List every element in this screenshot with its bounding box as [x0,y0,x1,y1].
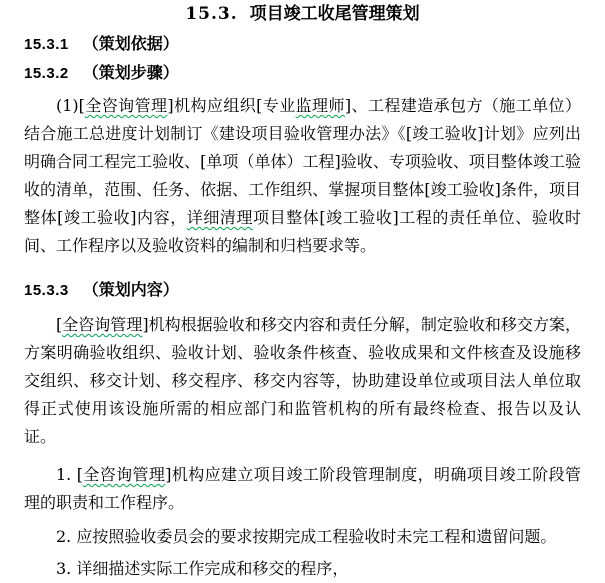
grammar-marked-text: 详细清理 [186,208,254,227]
grammar-marked-text: 全咨询管理 [84,96,168,115]
grammar-marked-text: 监理师 [295,96,345,115]
text-run: 3. 详细描述实际工作完成和移交的程序， [56,559,349,578]
heading-number: 15.3.2 [24,65,69,82]
paragraph-numbered-item-2 [24,523,581,551]
text-run: ]机构应建立项目竣工阶段管理制度，明确项目竣工阶段管理的职责和工作程序。 [24,465,581,512]
heading-number: 15.3.1 [24,36,69,53]
heading-number: 15.3.3 [24,282,69,299]
text-run: (1)[ [56,96,85,115]
heading-label: （策划步骤） [82,63,179,82]
text-run: ]机构根据验收和移交内容和责任分解，制定验收和移交方案，方案明确验收组织、验收计划、验收条件核查、验收成果和文件核查及设施移交组织、移交计划、移交程序、移交内容等，协助建设单位或项目法人单位取得正式使用该设施所需的相应部门和监管机构的所有最终检查、报告以及认证。 [24,315,581,446]
heading-planning-content [24,280,581,301]
title-number: 15.3. [185,4,238,24]
text-run: ]、工程建造承包方（施工单位）结合施工总进度计划制订《建设项目验收管理办法》《[竣工验收]计划》应列出明确合同工程完工验收、[单项（单体）工程]验收、专项验收、项目整体竣工验收的清单，范围、任务、依据、工作组织、掌握项目整体[竣工验收]条件，项目整体[竣工验收]内容， [24,96,581,227]
paragraph-planning-steps-item1 [24,92,581,260]
heading-planning-steps [24,63,581,84]
heading-planning-basis [24,34,581,55]
text-run: ]机构应组织[专业 [167,96,296,115]
text-run: 1. [ [56,465,83,484]
paragraph-planning-content-intro [24,311,581,451]
text-run: 2. 应按照验收委员会的要求按期完成工程验收时未完工程和遗留问题。 [56,527,557,546]
paragraph-numbered-item-3 [24,555,581,583]
text-run: [ [56,315,63,334]
grammar-marked-text: 全咨询管理 [62,315,143,334]
paragraph-numbered-item-1 [24,461,581,517]
text-run: 项目整体[竣工验收]工程的责任单位、验收时间、工作程序以及验收资料的编制和归档要求等。 [24,208,581,255]
heading-label: （策划依据） [82,34,179,53]
document-title [24,4,581,24]
title-text: 项目竣工收尾管理策划 [249,4,420,24]
heading-label: （策划内容） [82,280,179,299]
grammar-marked-text: 全咨询管理 [82,465,166,484]
